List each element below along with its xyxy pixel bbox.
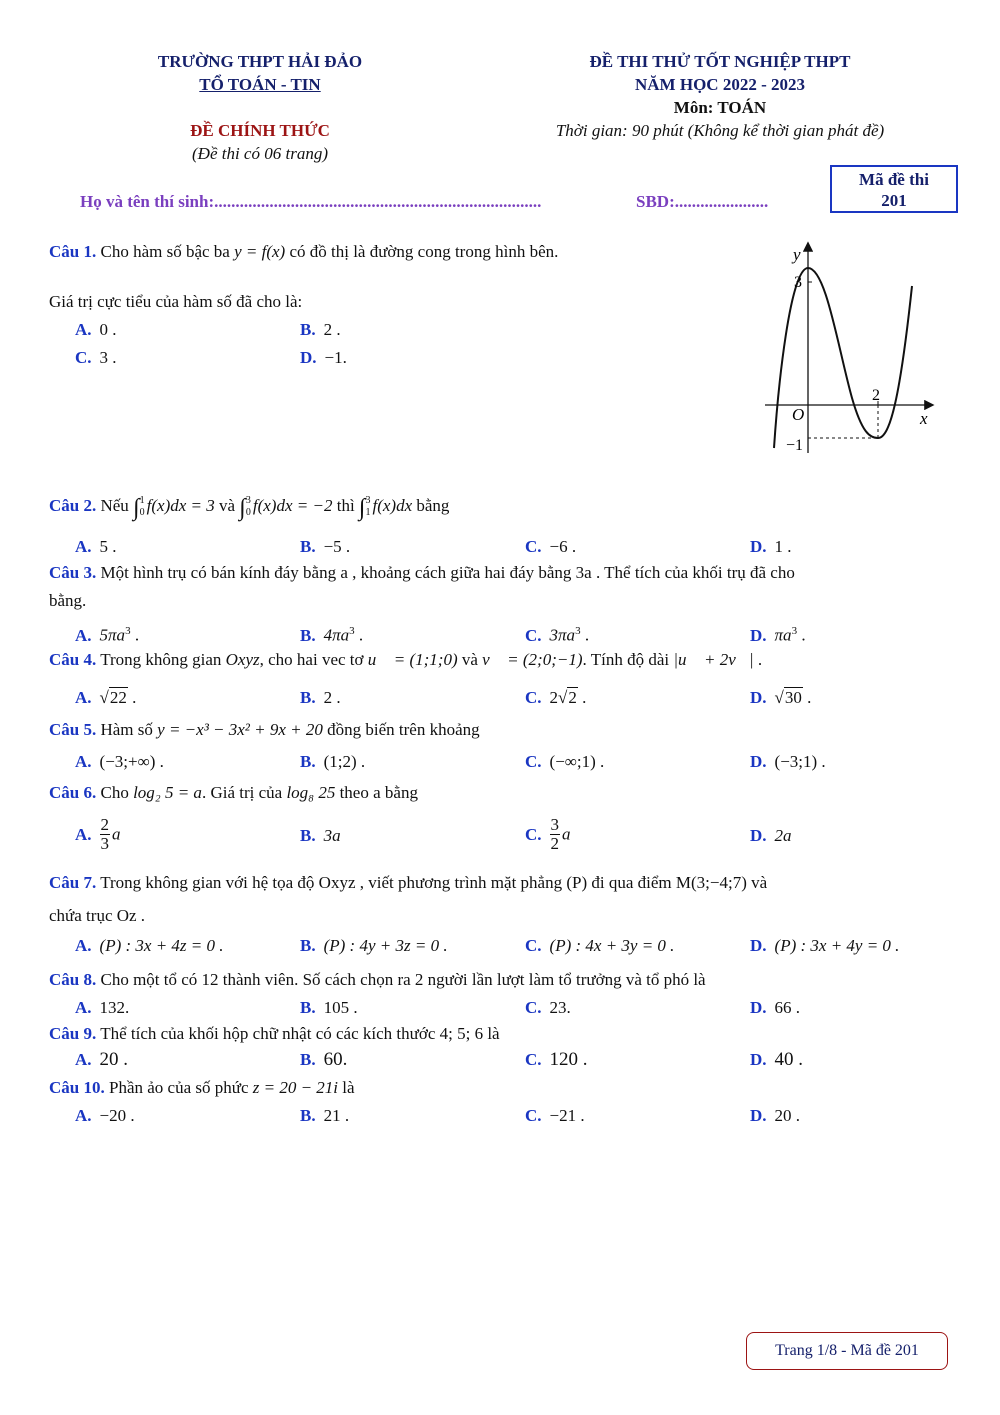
tick-minus1-label: −1 (786, 437, 804, 454)
q3-option-b[interactable]: B. $4\pi a^3$ . (300, 625, 364, 645)
q9-text: Thể tích của khối hộp chữ nhật có các kích thước 4; 5; 6 là (100, 1024, 500, 1043)
q8-option-a[interactable]: A. 132. (75, 998, 130, 1017)
question-label: Câu 1. (49, 242, 97, 261)
school-name: TRƯỜNG THPT HẢI ĐẢO (157, 52, 363, 71)
candidate-sbd-line[interactable]: SBD:...................... (636, 192, 769, 211)
x-label: x (920, 409, 928, 428)
page-footer: Trang 1/8 - Mã đề 201 (746, 1332, 948, 1370)
q2-option-c[interactable]: C. −6 . (525, 537, 577, 556)
q5-option-c[interactable]: C. (−∞;1) . (525, 752, 605, 771)
q1-prompt: Giá trị cực tiểu của hàm số đã cho là: (49, 292, 303, 311)
q6-option-a[interactable]: A. $\frac{2}{3}$ a (75, 815, 121, 853)
q2-integral-2: f(x)dx = −2 (252, 496, 333, 515)
subject: Môn: TOÁN (673, 98, 767, 117)
exam-code-value: 201 (881, 191, 907, 210)
q5-option-d[interactable]: D. (−3;1) . (750, 752, 826, 771)
q6-option-b[interactable]: B. 3a (300, 826, 341, 845)
q10-complex-number: z = 20 − 21i (252, 1078, 339, 1097)
school-year: NĂM HỌC 2022 - 2023 (635, 75, 805, 94)
q5-option-b[interactable]: B. (1;2) . (300, 752, 366, 771)
cubic-graph (760, 238, 940, 458)
q2-option-a[interactable]: A. 5 . (75, 537, 117, 556)
pages-note: (Đề thi có 06 trang) (192, 144, 328, 163)
question-10: Câu 10. Phần ảo của số phức z = 20 − 21i là (49, 1078, 355, 1097)
q4-length: |u⃗ + 2v⃗| (673, 650, 754, 669)
q2-option-d[interactable]: D. 1 . (750, 537, 792, 556)
q3-option-d[interactable]: D. $\pi a^3$ . (750, 625, 806, 645)
q8-option-c[interactable]: C. 23. (525, 998, 571, 1017)
y-label: y (793, 245, 801, 264)
question-5: Câu 5. Hàm số y = −x³ − 3x² + 9x + 20 đồng biến trên khoảng (49, 720, 480, 739)
q4-option-a[interactable]: A. √22 . (75, 688, 137, 707)
question-9: Câu 9. Thể tích của khối hộp chữ nhật có các kích thước 4; 5; 6 là (49, 1024, 500, 1043)
official-label: ĐỀ CHÍNH THỨC (190, 121, 330, 140)
tick-3-label: 3 (794, 274, 802, 291)
q3-text-2: bằng. (49, 591, 87, 610)
q7-option-c[interactable]: C. (P) : 4x + 3y = 0 . (525, 936, 675, 955)
q10-option-d[interactable]: D. 20 . (750, 1106, 801, 1125)
question-3: Câu 3. Một hình trụ có bán kính đáy bằng a , khoảng cách giữa hai đáy bằng 3a . Thể tích của khối trụ đã cho (49, 563, 795, 582)
question-1 (49, 240, 558, 264)
q9-option-c[interactable]: C. 120 . (525, 1049, 588, 1070)
q10-option-c[interactable]: C. −21 . (525, 1106, 585, 1125)
question-6: Câu 6. Cho log₂ 5 = a. Giá trị của log₈ 25 theo a bằng (49, 783, 418, 802)
department-name: TỔ TOÁN - TIN (199, 75, 321, 94)
q3-option-a[interactable]: A. $5\pi a^3$ . (75, 625, 140, 645)
q5-option-a[interactable]: A. (−3;+∞) . (75, 752, 164, 771)
q8-option-b[interactable]: B. 105 . (300, 998, 358, 1017)
q6-option-c[interactable]: C. $\frac{3}{2}$ a (525, 815, 571, 853)
q1-equation: y = f(x) (234, 242, 286, 261)
q10-option-b[interactable]: B. 21 . (300, 1106, 350, 1125)
q6-expression: log₈ 25 (286, 783, 336, 802)
q7-option-b[interactable]: B. (P) : 4y + 3z = 0 . (300, 936, 448, 955)
q2-option-b[interactable]: B. −5 . (300, 537, 351, 556)
question-7: Câu 7. Trong không gian với hệ tọa độ Oxyz , viết phương trình mặt phẳng (P) đi qua điểm M(3;−4;7) và (49, 873, 768, 892)
exam-code-box (830, 165, 958, 213)
q4-option-b[interactable]: B. 2 . (300, 688, 341, 707)
q5-function: y = −x³ − 3x² + 9x + 20 (157, 720, 323, 739)
q3-option-c[interactable]: C. $3\pi a^3$ . (525, 625, 590, 645)
q4-vector-v: v⃗ = (2;0;−1) (482, 650, 583, 669)
q9-option-a[interactable]: A. 20 . (75, 1049, 129, 1070)
q4-option-d[interactable]: D. √30 . (750, 688, 812, 707)
candidate-name-line[interactable]: Họ và tên thí sinh:............................................................................. (80, 192, 542, 211)
exam-title: ĐỀ THI THỬ TỐT NGHIỆP THPT (589, 52, 851, 71)
q1-text-end: có đồ thị là đường cong trong hình bên. (289, 242, 559, 261)
q4-option-c[interactable]: C. 2√2 . (525, 688, 587, 707)
q9-option-b[interactable]: B. 60. (300, 1049, 348, 1070)
q7-text-2: chứa trục Oz . (49, 906, 146, 925)
q6-option-d[interactable]: D. 2a (750, 826, 792, 845)
q2-integral-1: f(x)dx = 3 (146, 496, 215, 515)
q10-option-a[interactable]: A. −20 . (75, 1106, 135, 1125)
q7-option-d[interactable]: D. (P) : 3x + 4y = 0 . (750, 936, 900, 955)
q6-condition: log₂ 5 = a (133, 783, 202, 802)
q8-option-d[interactable]: D. 66 . (750, 998, 801, 1017)
q3-text: Một hình trụ có bán kính đáy bằng a , khoảng cách giữa hai đáy bằng 3a . Thể tích của khối trụ đã cho (100, 563, 795, 582)
q7-text: Trong không gian với hệ tọa độ Oxyz , viết phương trình mặt phẳng (P) đi qua điểm M(3;−4;7) và (100, 873, 768, 892)
question-8: Câu 8. Cho một tổ có 12 thành viên. Số cách chọn ra 2 người lần lượt làm tổ trưởng và tổ phó là (49, 970, 706, 989)
q7-option-a[interactable]: A. (P) : 3x + 4z = 0 . (75, 936, 224, 955)
q1-text: Cho hàm số bậc ba (100, 242, 230, 261)
q2-integral-3: f(x)dx (372, 496, 413, 515)
q8-text: Cho một tổ có 12 thành viên. Số cách chọn ra 2 người lần lượt làm tổ trưởng và tổ phó là (100, 970, 706, 989)
exam-code-label: Mã đề thi (859, 170, 929, 189)
question-2: Câu 2. Nếu ∫ 1 0 f(x)dx = 3 và ∫ 3 0 f(x)dx = −2 thì ∫ 3 1 f(x)dx bằng (49, 495, 450, 521)
tick-2-label: 2 (872, 387, 880, 404)
origin-label: O (792, 405, 805, 424)
q4-vector-u: u⃗ = (1;1;0) (367, 650, 458, 669)
q1-option-a[interactable]: A. 0 . (75, 320, 117, 339)
q9-option-d[interactable]: D. 40 . (750, 1049, 804, 1070)
exam-time: Thời gian: 90 phút (Không kể thời gian phát đề) (555, 121, 885, 140)
q1-option-b[interactable]: B. 2 . (300, 320, 341, 339)
question-4: Câu 4. Trong không gian Oxyz, cho hai vec tơ u⃗ = (1;1;0) và v⃗ = (2;0;−1). Tính độ dài |u⃗ + 2v⃗| . (49, 650, 763, 669)
q1-option-c[interactable]: C. 3 . (75, 348, 117, 367)
q1-option-d[interactable]: D. −1. (300, 348, 347, 367)
